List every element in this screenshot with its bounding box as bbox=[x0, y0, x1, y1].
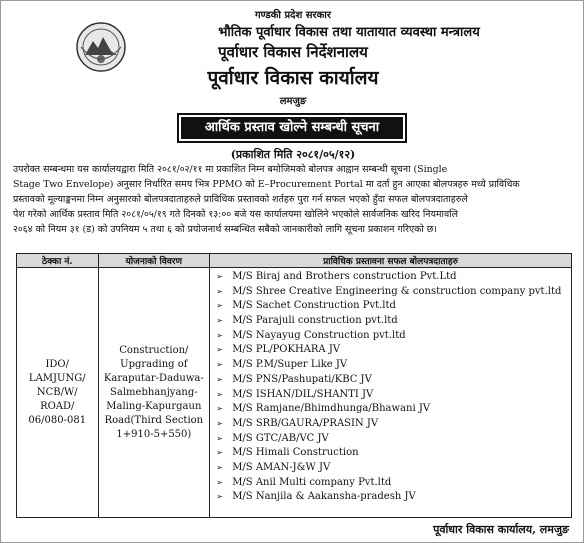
list-item bbox=[216, 461, 571, 476]
arrow-bullet-icon: ➢ bbox=[216, 404, 223, 414]
publish-date: (प्रकाशित मिति २०८१/०५/१२) bbox=[230, 148, 356, 161]
notice-body bbox=[13, 162, 575, 237]
project-line: Karaputar-Daduwa- bbox=[103, 372, 204, 384]
list-item bbox=[216, 285, 571, 300]
body-line: Stage Two Envelope) अनुसार निर्धारित समय भित्र PPMO को E–Procurement Portal मा दर्ता हुन आएका बोलपत्रहरु मध्ये प्राविधिक bbox=[13, 179, 520, 190]
table-row bbox=[17, 268, 572, 518]
bidder-name: M/S P.M/Super Like JV bbox=[232, 359, 348, 371]
bidders-table bbox=[16, 253, 572, 518]
project-line: Construction/ bbox=[119, 344, 189, 356]
list-item bbox=[216, 373, 571, 388]
header-office: पूर्वाधार विकास कार्यालय bbox=[207, 67, 379, 89]
arrow-bullet-icon: ➢ bbox=[216, 286, 223, 296]
arrow-bullet-icon: ➢ bbox=[216, 492, 223, 502]
header-contract-no: ठेक्का नं. bbox=[17, 254, 99, 268]
arrow-bullet-icon: ➢ bbox=[216, 316, 223, 326]
arrow-bullet-icon: ➢ bbox=[216, 389, 223, 399]
arrow-bullet-icon: ➢ bbox=[216, 374, 223, 384]
project-line: Road(Third Section bbox=[104, 414, 204, 426]
bidder-name: M/S SRB/GAURA/PRASIN JV bbox=[232, 417, 379, 429]
bidders-list bbox=[216, 270, 571, 505]
header-bidders: प्राविधिक प्रस्तावना सफल बोलपत्रदाताहरु bbox=[210, 254, 572, 268]
list-item bbox=[216, 343, 571, 358]
arrow-bullet-icon: ➢ bbox=[216, 330, 223, 340]
bidder-name: M/S AMAN-J&W JV bbox=[232, 461, 331, 473]
contract-no-line: LAMJUNG/ bbox=[28, 372, 86, 384]
arrow-bullet-icon: ➢ bbox=[216, 433, 223, 443]
header-province: गण्डकी प्रदेश सरकार bbox=[255, 10, 331, 21]
project-line: Salmebhanjyang- bbox=[110, 386, 198, 398]
list-item bbox=[216, 476, 571, 491]
bidder-name: M/S Biraj and Brothers construction Pvt.Ltd bbox=[232, 271, 457, 282]
arrow-bullet-icon: ➢ bbox=[216, 345, 223, 355]
body-line: प्रस्तावको मूल्याङ्कनमा निम्न अनुसारको बोलपत्रदाताहरुले प्राविधिक प्रस्तावको शर्तहरु पुरा गर्न सफल भएको हुँदा सफल बोलपत्रदाताहरुले bbox=[13, 194, 468, 205]
arrow-bullet-icon: ➢ bbox=[216, 301, 223, 311]
contract-no-line: 06/080-081 bbox=[28, 414, 87, 426]
list-item bbox=[216, 358, 571, 373]
arrow-bullet-icon: ➢ bbox=[216, 360, 223, 370]
project-line: 1+910-5+550) bbox=[116, 428, 192, 440]
body-line: २०६४ को नियम ३१ (ड) को उपनियम ५ तथा ६ को प्रयोजनार्थ सम्बन्धित सबैको जानकारीको लागि सूचना प्रकाशन गरिएको छ। bbox=[13, 224, 437, 235]
bidders-cell bbox=[210, 268, 572, 518]
list-item bbox=[216, 329, 571, 344]
bidder-name: M/S Himali Construction bbox=[232, 447, 359, 459]
bidder-name: M/S Sachet Construction Pvt.ltd bbox=[232, 300, 396, 312]
bidder-name: M/S Nayayug Construction pvt.ltd bbox=[232, 329, 406, 341]
bidder-name: M/S PL/POKHARA JV bbox=[232, 344, 341, 356]
project-cell bbox=[98, 268, 210, 518]
bidder-name: M/S Parajuli construction pvt.ltd bbox=[232, 315, 398, 327]
notice-title: आर्थिक प्रस्ताव खोल्ने सम्बन्धी सूचना bbox=[181, 117, 403, 139]
arrow-bullet-icon: ➢ bbox=[216, 462, 223, 472]
header-project: योजनाको विवरण bbox=[98, 254, 210, 268]
footer-office: पूर्वाधार विकास कार्यालय, लमजुङ bbox=[433, 523, 569, 536]
body-line: पेश गरेको आर्थिक प्रस्ताव मिति २०८१/०५/१९ गते दिनको १३:०० बजे यस कार्यालयमा खोलिने भएकोले सार्वजनिक खरिद नियमावलि bbox=[13, 209, 458, 220]
contract-no-line: IDO/ bbox=[45, 358, 70, 370]
list-item bbox=[216, 417, 571, 432]
header-directorate: पूर्वाधार विकास निर्देशनालय bbox=[218, 43, 368, 61]
list-item bbox=[216, 388, 571, 403]
bidder-name: M/S GTC/AB/VC JV bbox=[232, 432, 329, 444]
arrow-bullet-icon: ➢ bbox=[216, 448, 223, 458]
project-line: Maling-Kapurgaun bbox=[106, 400, 202, 412]
arrow-bullet-icon: ➢ bbox=[216, 418, 223, 428]
header-ministry: भौतिक पूर्वाधार विकास तथा यातायात व्यवस्था मन्त्रालय bbox=[218, 25, 480, 40]
list-item bbox=[216, 446, 571, 461]
bidder-name: M/S Ramjane/Bhimdhunga/Bhawani JV bbox=[232, 403, 431, 415]
project-line: Upgrading of bbox=[120, 358, 188, 370]
list-item bbox=[216, 402, 571, 417]
list-item bbox=[216, 432, 571, 447]
arrow-bullet-icon: ➢ bbox=[216, 477, 223, 487]
bidder-name: M/S Shree Creative Engineering & construction company pvt.ltd bbox=[232, 285, 562, 297]
header-district: लमजुङ bbox=[279, 96, 307, 107]
bidder-name: M/S Anil Multi company Pvt.ltd bbox=[232, 476, 392, 488]
contract-no-line: NCB/W/ bbox=[36, 386, 78, 398]
body-line: उपरोक्त सम्बन्धमा यस कार्यालयद्वारा मिति २०८१/०२/११ मा प्रकाशित निम्न बमोजिमको बोलपत्र आह्वान सम्बन्धी सूचना (Single bbox=[13, 164, 448, 175]
list-item bbox=[216, 299, 571, 314]
contract-no-cell bbox=[17, 268, 99, 518]
table-header-row bbox=[17, 254, 572, 268]
arrow-bullet-icon: ➢ bbox=[216, 272, 223, 281]
bidder-name: M/S Nanjila & Aakansha-pradesh JV bbox=[232, 491, 416, 503]
contract-no-line: ROAD/ bbox=[40, 400, 75, 412]
list-item bbox=[216, 314, 571, 329]
bidder-name: M/S ISHAN/DIL/SHANTI JV bbox=[232, 388, 374, 400]
bidder-name: M/S PNS/Pashupati/KBC JV bbox=[232, 373, 372, 385]
list-item bbox=[216, 270, 571, 285]
list-item bbox=[216, 490, 571, 505]
